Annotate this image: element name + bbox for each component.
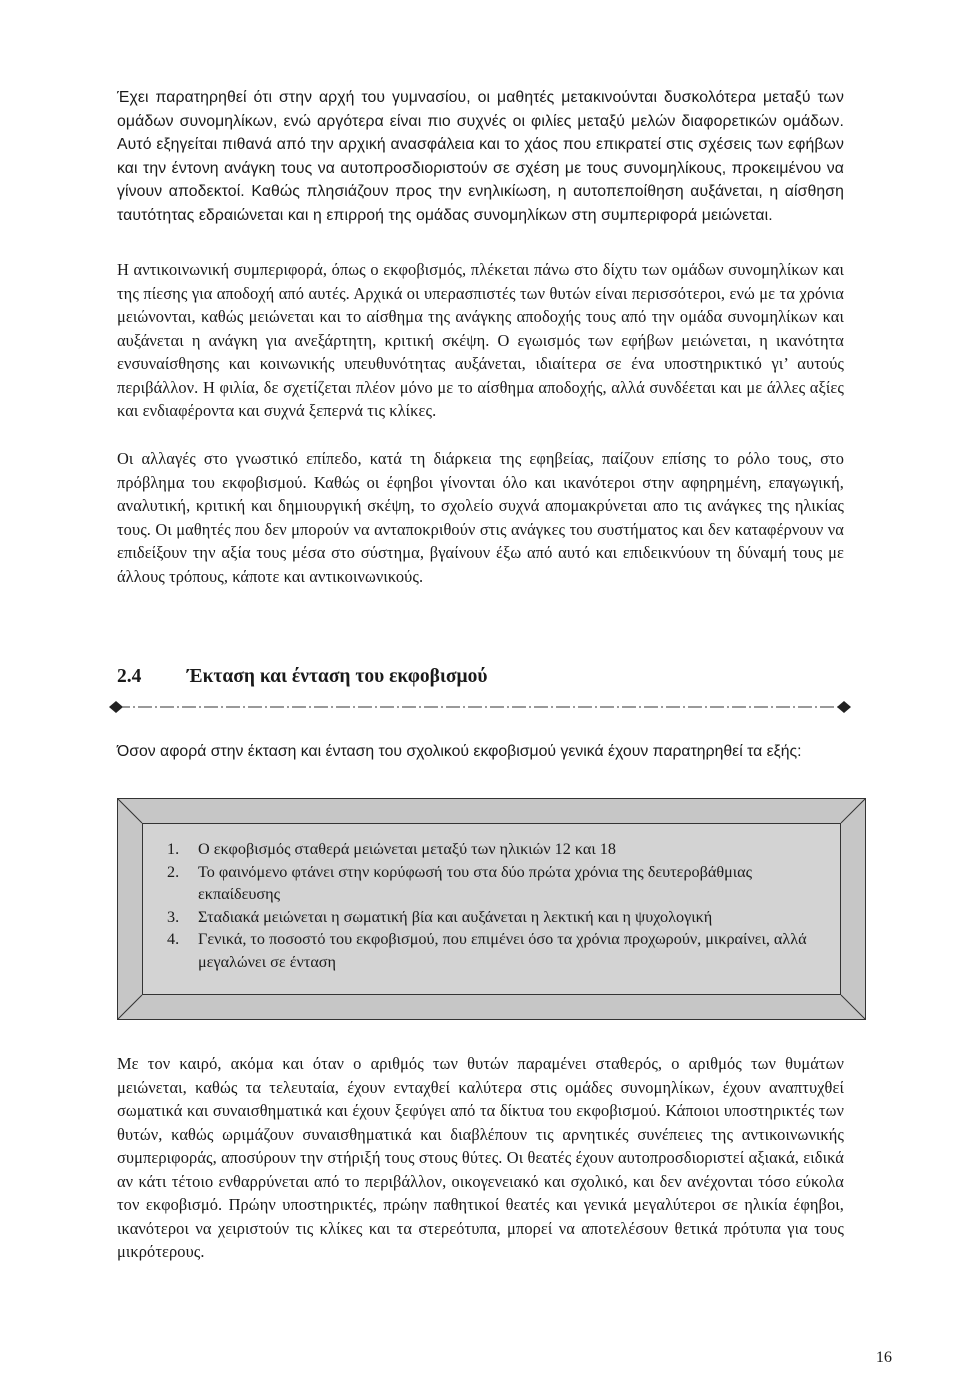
closing-paragraph: Με τον καιρό, ακόμα και όταν ο αριθμός των θυτών παραμένει σταθερός, ο αριθμός των θυμάτων μειώνεται, καθώς τα τελευταία, έχουν ενταχθεί καλύτερα στις ομάδες συνομηλίκων, έχουν αναπτυχθεί σωματικά και συναισθηματικά και έχουν ξεφύγει από τα δίκτυα του εκφοβισμού. Κάποιοι υποστηρικτές των θυτών, καθώς ωριμάζουν συναισθηματικά και διαβλέπουν τις αρνητικές συνέπειες της αντικοινωνικής συμπεριφοράς, αποσύρουν την στήριξή τους στους θύτες. Οι θεατές έχουν αυτοπροσδιοριστεί αξιακά, ειδικά αν κάτι τέτοιο ενθαρρύνεται από το περιβάλλον, οικογενειακό και σχολικό, και δεν ανέχονται τόσο εύκολα τον εκφοβισμό. Πρώην υποστηρικτές, πρώην παθητικοί θεατές και γενικά μεγαλύτεροι σε ηλικία έφηβοι, ικανότεροι να χειριστούν τις κλίκες και τα στερεότυπα, μπορεί να αποτελέσουν θετικά πρότυπα για τους μικρότερους. [117, 1054, 844, 1261]
diamond-left-icon [109, 701, 123, 713]
paragraph-antisocial-behavior: Η αντικοινωνική συμπεριφορά, όπως ο εκφοβισμός, πλέκεται πάνω στο δίχτυ των ομάδων συνομηλίκων και της πίεσης για αποδοχή από αυτές. Αρχικά οι υπερασπιστές των θυτών είναι περισσότεροι, ενώ με τα χρόνια μειώνονται, καθώς μειώνεται και το αίσθημα της ανάγκης αποδοχής τους από την ομάδα συνομηλίκων και αυξάνεται η ανάγκη για ανεξάρτητη, κριτική σκέψη. Ο εγωισμός των εφήβων μειώνεται, η ικανότητα ενσυναίσθησης και κοινωνικής υπευθυνότητας αυξάνεται, ιδιαίτερα σε ένα υποστηρικτικό γι’ αυτούς περιβάλλον. Η φιλία, δε σχετίζεται πλέον μόνο με το αίσθημα αποδοχής, αλλά συνδέεται και με άλλες αξίες και ενδιαφέροντα και συχνά ξεπερνά τις κλίκες. [117, 260, 844, 420]
section-number: 2.4 [117, 666, 142, 687]
findings-box [117, 798, 866, 1020]
intro-paragraph: Όσον αφορά στην έκταση και ένταση του σχολικού εκφοβισμού γενικά έχουν παρατηρηθεί τα εξής: [117, 743, 802, 760]
paragraph-cognitive-changes: Οι αλλαγές στο γνωστικό επίπεδο, κατά τη διάρκεια της εφηβείας, παίζουν επίσης το ρόλο τους, στο πρόβλημα του εκφοβισμού. Καθώς οι έφηβοι γίνονται όλο και ικανότεροι στην αφηρημένη, επαγωγική, αναλυτική, κριτική και δημιουργική σκέψη, το σχολείο συχνά απομακρύνεται απο τις ανάγκες της ηλικίας τους. Οι μαθητές που δεν μπορούν να ανταποκριθούν στις ανάγκες του συστήματος και δεν καταφέρνουν να επιδείξουν την αξία τους μέσα στο σύστημα, βγαίνουν έξω από αυτό και επιδεικνύουν τη δύναμή τους με άλλους τρόπους, κάποτε και αντικοινωνικούς. [117, 449, 844, 586]
section-divider [108, 700, 852, 714]
page-number: 16 [875, 1348, 892, 1366]
findings-panel [142, 823, 841, 995]
finding-item: 4. Γενικά, το ποσοστό του εκφοβισμού, που επιμένει όσο τα χρόνια προχωρούν, μικραίνει, αλλά μεγαλώνει σε ένταση [167, 930, 807, 971]
finding-item: 1. Ο εκφοβισμός σταθερά μειώνεται μεταξύ των ηλικιών 12 και 18 [167, 840, 616, 858]
findings-list [167, 838, 837, 973]
finding-item: 2. Το φαινόμενο φτάνει στην κορύφωσή του στα δύο πρώτα χρόνια της δευτεροβάθμιας εκπαίδευσης [167, 862, 753, 903]
section-title: Έκταση και ένταση του εκφοβισμού [187, 666, 488, 687]
section-heading [117, 662, 844, 692]
paragraph-peer-groups: Έχει παρατηρηθεί ότι στην αρχή του γυμνασίου, οι μαθητές μετακινούνται δυσκολότερα μεταξύ των ομάδων συνομηλίκων, ενώ αργότερα είναι πιο συχνές οι φιλίες μεταξύ μελών διαφορετικών ομάδων. Αυτό εξηγείται πιθανά από την αρχική ανασφάλεια και το χάος που επικρατεί στις σχέσεις των εφήβων και την έντονη ανάγκη τους να αυτοπροσδιοριστούν σε σχέση με τους συνομηλίκους, προκειμένου να γίνουν αποδεκτοί. Καθώς πλησιάζουν προς την ενηλικίωση, η αυτοπεποίθηση αυξάνεται, η αίσθηση ταυτότητας εδραιώνεται και η επιρροή της ομάδας συνομηλίκων στη συμπεριφορά μειώνεται. [117, 89, 844, 224]
diamond-right-icon [837, 701, 851, 713]
finding-item: 3. Σταδιακά μειώνεται η σωματική βία και αυξάνεται η λεκτική και η ψυχολογική [167, 907, 713, 926]
